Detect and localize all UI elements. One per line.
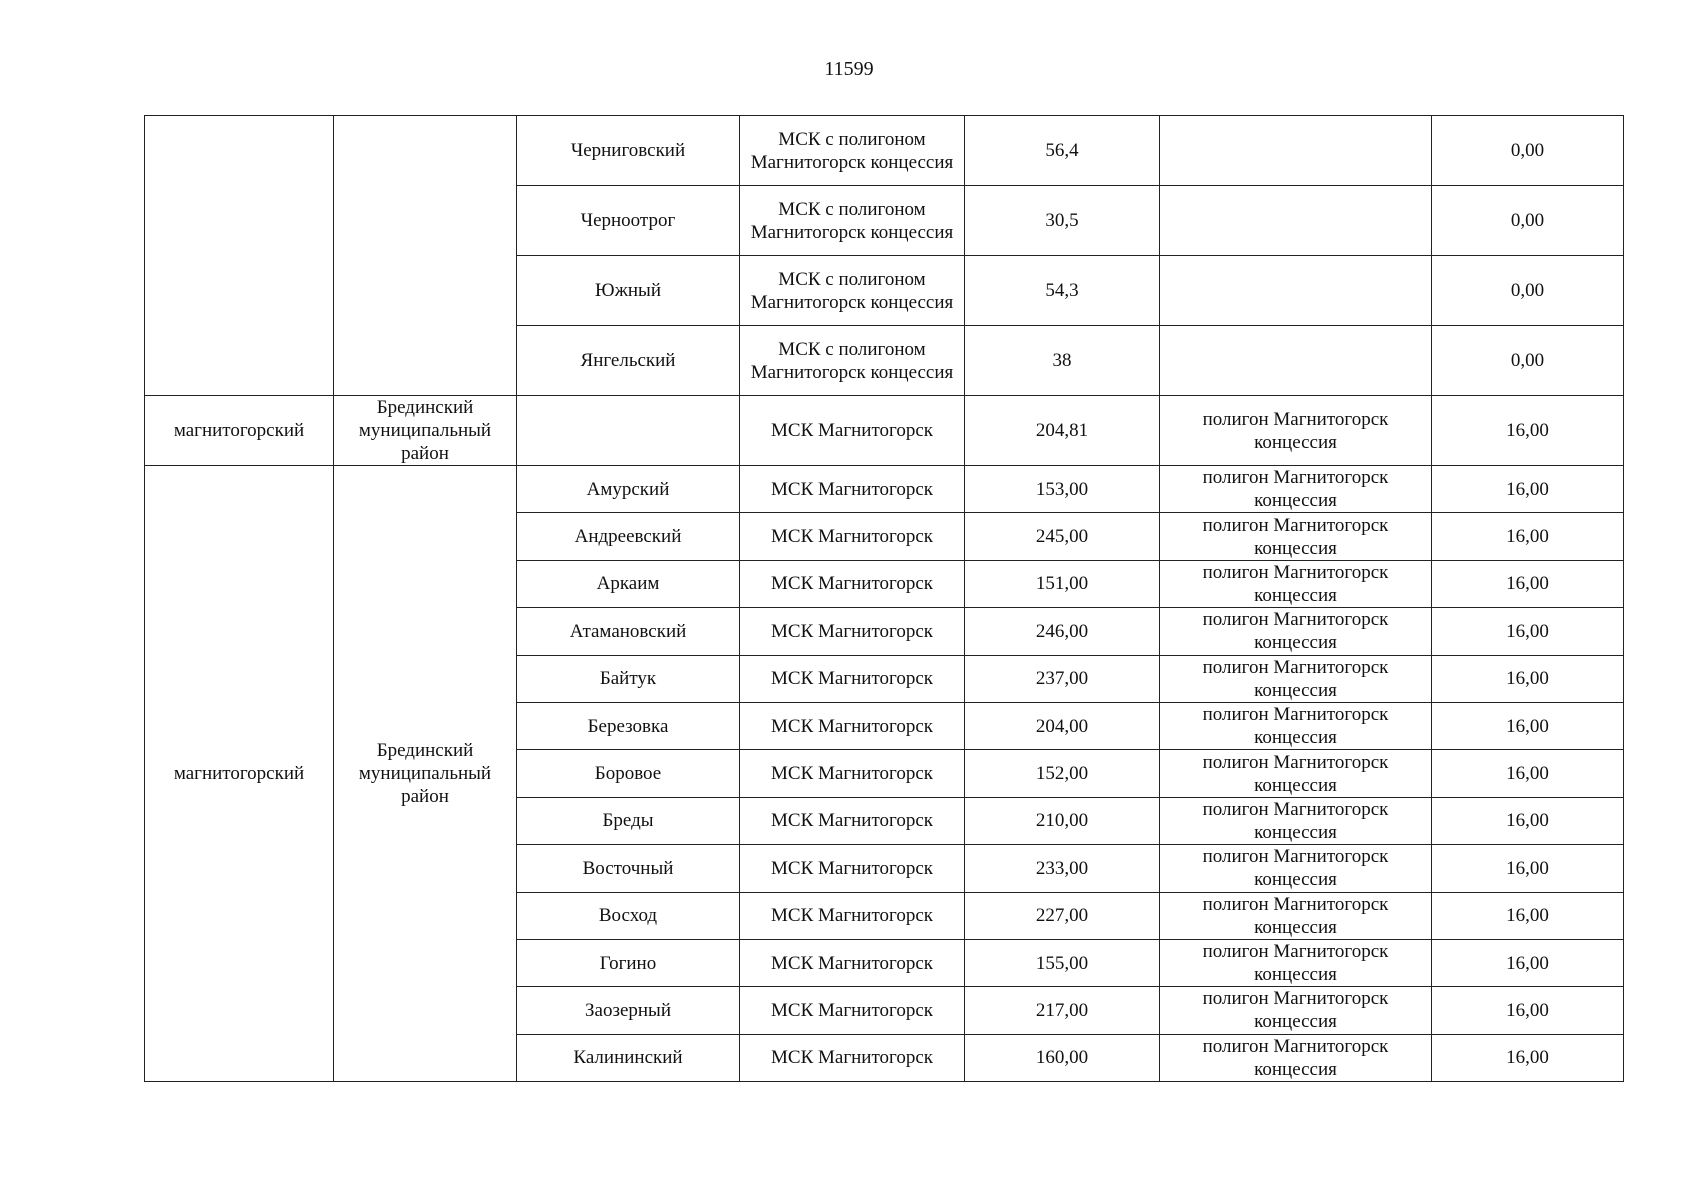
distance-cell: 155,00 bbox=[965, 939, 1160, 986]
settlement-cell bbox=[517, 396, 740, 466]
facility-cell bbox=[1160, 256, 1432, 326]
tariff-cell: 16,00 bbox=[1432, 560, 1624, 607]
operator-cell: МСК с полигоном Магнитогорск концессия bbox=[740, 326, 965, 396]
district-cell: Брединский муниципальный район bbox=[334, 466, 517, 1082]
settlement-cell: Восточный bbox=[517, 845, 740, 892]
settlement-cell: Гогино bbox=[517, 939, 740, 986]
settlement-cell: Калининский bbox=[517, 1034, 740, 1081]
settlement-cell: Березовка bbox=[517, 702, 740, 749]
zone-cell: магнитогорский bbox=[145, 396, 334, 466]
operator-cell: МСК с полигоном Магнитогорск концессия bbox=[740, 186, 965, 256]
distance-cell: 38 bbox=[965, 326, 1160, 396]
tariff-cell: 16,00 bbox=[1432, 797, 1624, 844]
tariff-cell: 16,00 bbox=[1432, 892, 1624, 939]
settlement-cell: Боровое bbox=[517, 750, 740, 797]
distance-cell: 237,00 bbox=[965, 655, 1160, 702]
facility-cell: полигон Магнитогорск концессия bbox=[1160, 608, 1432, 655]
district-cell-empty bbox=[334, 116, 517, 396]
distance-cell: 217,00 bbox=[965, 987, 1160, 1034]
zone-cell: магнитогорский bbox=[145, 466, 334, 1082]
tariff-cell: 0,00 bbox=[1432, 326, 1624, 396]
operator-cell: МСК Магнитогорск bbox=[740, 987, 965, 1034]
settlement-cell: Аркаим bbox=[517, 560, 740, 607]
tariff-table bbox=[144, 115, 1624, 1082]
operator-cell: МСК Магнитогорск bbox=[740, 845, 965, 892]
facility-cell: полигон Магнитогорск концессия bbox=[1160, 797, 1432, 844]
facility-cell bbox=[1160, 326, 1432, 396]
facility-cell: полигон Магнитогорск концессия bbox=[1160, 750, 1432, 797]
facility-cell bbox=[1160, 116, 1432, 186]
settlement-cell: Заозерный bbox=[517, 987, 740, 1034]
tariff-cell: 16,00 bbox=[1432, 608, 1624, 655]
distance-cell: 151,00 bbox=[965, 560, 1160, 607]
table-row bbox=[145, 466, 1624, 513]
operator-cell: МСК Магнитогорск bbox=[740, 892, 965, 939]
operator-cell: МСК Магнитогорск bbox=[740, 750, 965, 797]
district-row bbox=[145, 396, 1624, 466]
facility-cell bbox=[1160, 186, 1432, 256]
settlement-cell: Амурский bbox=[517, 466, 740, 513]
distance-cell: 210,00 bbox=[965, 797, 1160, 844]
operator-cell: МСК Магнитогорск bbox=[740, 608, 965, 655]
facility-cell: полигон Магнитогорск концессия bbox=[1160, 655, 1432, 702]
page-number: 11599 bbox=[824, 58, 874, 80]
tariff-cell: 16,00 bbox=[1432, 1034, 1624, 1081]
distance-cell: 233,00 bbox=[965, 845, 1160, 892]
facility-cell: полигон Магнитогорск концессия bbox=[1160, 1034, 1432, 1081]
settlement-cell: Черноотрог bbox=[517, 186, 740, 256]
table-row bbox=[145, 116, 1624, 186]
facility-cell: полигон Магнитогорск концессия bbox=[1160, 396, 1432, 466]
distance-cell: 54,3 bbox=[965, 256, 1160, 326]
settlement-cell: Бреды bbox=[517, 797, 740, 844]
facility-cell: полигон Магнитогорск концессия bbox=[1160, 987, 1432, 1034]
distance-cell: 152,00 bbox=[965, 750, 1160, 797]
tariff-cell: 16,00 bbox=[1432, 845, 1624, 892]
settlement-cell: Андреевский bbox=[517, 513, 740, 560]
settlement-cell: Восход bbox=[517, 892, 740, 939]
operator-cell: МСК Магнитогорск bbox=[740, 1034, 965, 1081]
tariff-cell: 0,00 bbox=[1432, 256, 1624, 326]
tariff-cell: 16,00 bbox=[1432, 466, 1624, 513]
tariff-cell: 16,00 bbox=[1432, 396, 1624, 466]
facility-cell: полигон Магнитогорск концессия bbox=[1160, 702, 1432, 749]
settlement-cell: Атамановский bbox=[517, 608, 740, 655]
operator-cell: МСК с полигоном Магнитогорск концессия bbox=[740, 116, 965, 186]
operator-cell: МСК Магнитогорск bbox=[740, 939, 965, 986]
operator-cell: МСК Магнитогорск bbox=[740, 396, 965, 466]
distance-cell: 246,00 bbox=[965, 608, 1160, 655]
distance-cell: 204,00 bbox=[965, 702, 1160, 749]
facility-cell: полигон Магнитогорск концессия bbox=[1160, 939, 1432, 986]
tariff-cell: 0,00 bbox=[1432, 116, 1624, 186]
tariff-cell: 16,00 bbox=[1432, 987, 1624, 1034]
operator-cell: МСК Магнитогорск bbox=[740, 655, 965, 702]
facility-cell: полигон Магнитогорск концессия bbox=[1160, 560, 1432, 607]
distance-cell: 56,4 bbox=[965, 116, 1160, 186]
distance-cell: 227,00 bbox=[965, 892, 1160, 939]
distance-cell: 153,00 bbox=[965, 466, 1160, 513]
facility-cell: полигон Магнитогорск концессия bbox=[1160, 892, 1432, 939]
operator-cell: МСК Магнитогорск bbox=[740, 560, 965, 607]
operator-cell: МСК Магнитогорск bbox=[740, 513, 965, 560]
tariff-cell: 16,00 bbox=[1432, 513, 1624, 560]
tariff-cell: 16,00 bbox=[1432, 702, 1624, 749]
tariff-cell: 16,00 bbox=[1432, 655, 1624, 702]
tariff-cell: 0,00 bbox=[1432, 186, 1624, 256]
tariff-cell: 16,00 bbox=[1432, 939, 1624, 986]
operator-cell: МСК с полигоном Магнитогорск концессия bbox=[740, 256, 965, 326]
facility-cell: полигон Магнитогорск концессия bbox=[1160, 513, 1432, 560]
distance-cell: 30,5 bbox=[965, 186, 1160, 256]
distance-cell: 160,00 bbox=[965, 1034, 1160, 1081]
operator-cell: МСК Магнитогорск bbox=[740, 702, 965, 749]
settlement-cell: Южный bbox=[517, 256, 740, 326]
tariff-cell: 16,00 bbox=[1432, 750, 1624, 797]
settlement-cell: Байтук bbox=[517, 655, 740, 702]
operator-cell: МСК Магнитогорск bbox=[740, 797, 965, 844]
district-cell: Брединский муниципальный район bbox=[334, 396, 517, 466]
settlement-cell: Черниговский bbox=[517, 116, 740, 186]
settlement-cell: Янгельский bbox=[517, 326, 740, 396]
zone-cell-empty bbox=[145, 116, 334, 396]
facility-cell: полигон Магнитогорск концессия bbox=[1160, 845, 1432, 892]
operator-cell: МСК Магнитогорск bbox=[740, 466, 965, 513]
distance-cell: 245,00 bbox=[965, 513, 1160, 560]
facility-cell: полигон Магнитогорск концессия bbox=[1160, 466, 1432, 513]
distance-cell: 204,81 bbox=[965, 396, 1160, 466]
